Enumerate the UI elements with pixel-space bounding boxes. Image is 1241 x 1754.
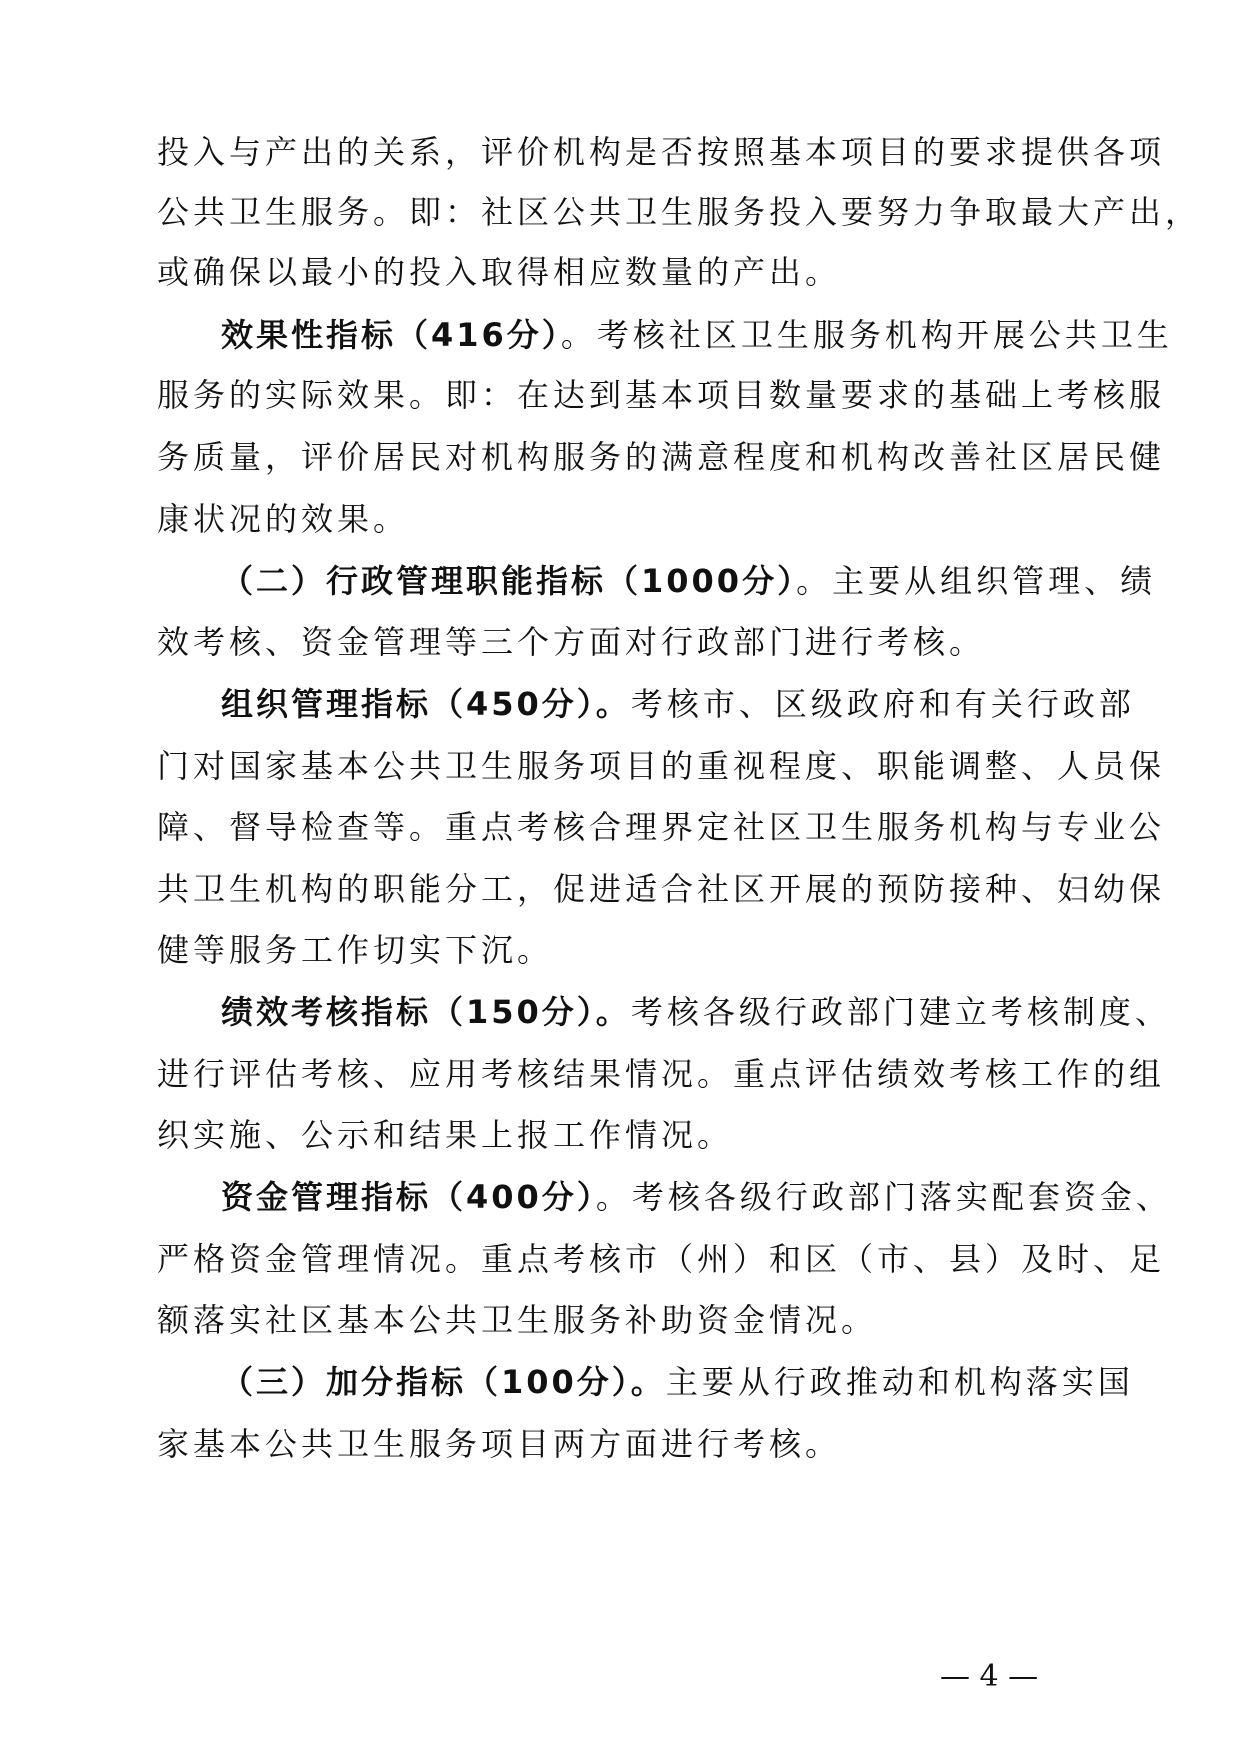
line-text: 织实施、公示和结果上报工作情况。 <box>157 1116 734 1154</box>
line-text: 服务的实际效果。即：在达到基本项目数量要求的基础上考核服 <box>157 376 1166 414</box>
paragraph-start-line <box>221 1357 1134 1407</box>
body-line <box>157 925 553 975</box>
body-line <box>157 1419 841 1469</box>
page-number: — 4 — <box>940 1659 1039 1694</box>
paragraph-start-line <box>221 556 1156 606</box>
paragraph-start-line <box>221 310 1173 360</box>
line-text: 障、督导检查等。重点考核合理界定社区卫生服务机构与专业公 <box>157 808 1166 846</box>
paragraph-start-line <box>221 987 1171 1037</box>
body-line <box>157 127 1165 177</box>
line-text: 额落实社区基本公共卫生服务补助资金情况。 <box>157 1301 878 1339</box>
line-text: 效考核、资金管理等三个方面对行政部门进行考核。 <box>157 623 986 661</box>
body-line <box>157 1234 1165 1284</box>
line-text: 门对国家基本公共卫生服务项目的重视程度、职能调整、人员保 <box>157 747 1166 785</box>
line-text: 务质量，评价居民对机构服务的满意程度和机构改善社区居民健 <box>157 438 1166 476</box>
bold-heading: 资金管理指标（400分） <box>221 1178 596 1216</box>
body-line <box>157 864 1165 914</box>
line-text: 考核各级行政部门建立考核制度、 <box>630 993 1171 1031</box>
body-line <box>157 1295 877 1345</box>
body-line <box>157 617 985 667</box>
line-text: 严格资金管理情况。重点考核市（州）和区（市、县）及时、足 <box>157 1240 1166 1278</box>
bold-heading: （三）加分指标（100分）。 <box>221 1363 666 1401</box>
line-text: 主要从行政推动和机构落实国 <box>665 1363 1134 1401</box>
line-text: 公共卫生服务。即：社区公共卫生服务投入要努力争取最大产出， <box>157 193 1202 231</box>
body-line <box>157 802 1165 852</box>
body-line <box>157 432 1165 482</box>
line-text: 考核市、区级政府和有关行政部 <box>630 685 1135 723</box>
body-line <box>157 494 409 544</box>
body-line <box>157 1049 1165 1099</box>
bold-heading: （二）行政管理职能指标（1000分） <box>221 562 797 600</box>
paragraph-start-line <box>221 679 1135 729</box>
line-text: 共卫生机构的职能分工，促进适合社区开展的预防接种、妇幼保 <box>157 870 1166 908</box>
bold-heading: 效果性指标（416分） <box>221 316 561 354</box>
body-line <box>157 1110 733 1160</box>
line-text: 。考核各级行政部门落实配套资金、 <box>595 1178 1172 1216</box>
bold-heading: 组织管理指标（450分）。 <box>221 685 631 723</box>
line-text: 康状况的效果。 <box>157 500 410 538</box>
line-text: 进行评估考核、应用考核结果情况。重点评估绩效考核工作的组 <box>157 1055 1166 1093</box>
line-text: 健等服务工作切实下沉。 <box>157 931 554 969</box>
body-line <box>157 370 1165 420</box>
line-text: 家基本公共卫生服务项目两方面进行考核。 <box>157 1425 842 1463</box>
line-text: 或确保以最小的投入取得相应数量的产出。 <box>157 253 842 291</box>
bold-heading: 绩效考核指标（150分）。 <box>221 993 631 1031</box>
line-text: 投入与产出的关系，评价机构是否按照基本项目的要求提供各项 <box>157 133 1166 171</box>
body-line <box>157 741 1165 791</box>
line-text: 。主要从组织管理、绩 <box>796 562 1157 600</box>
body-line <box>157 187 1201 237</box>
body-line <box>157 247 841 297</box>
paragraph-start-line <box>221 1172 1172 1222</box>
line-text: 。考核社区卫生服务机构开展公共卫生 <box>560 316 1173 354</box>
